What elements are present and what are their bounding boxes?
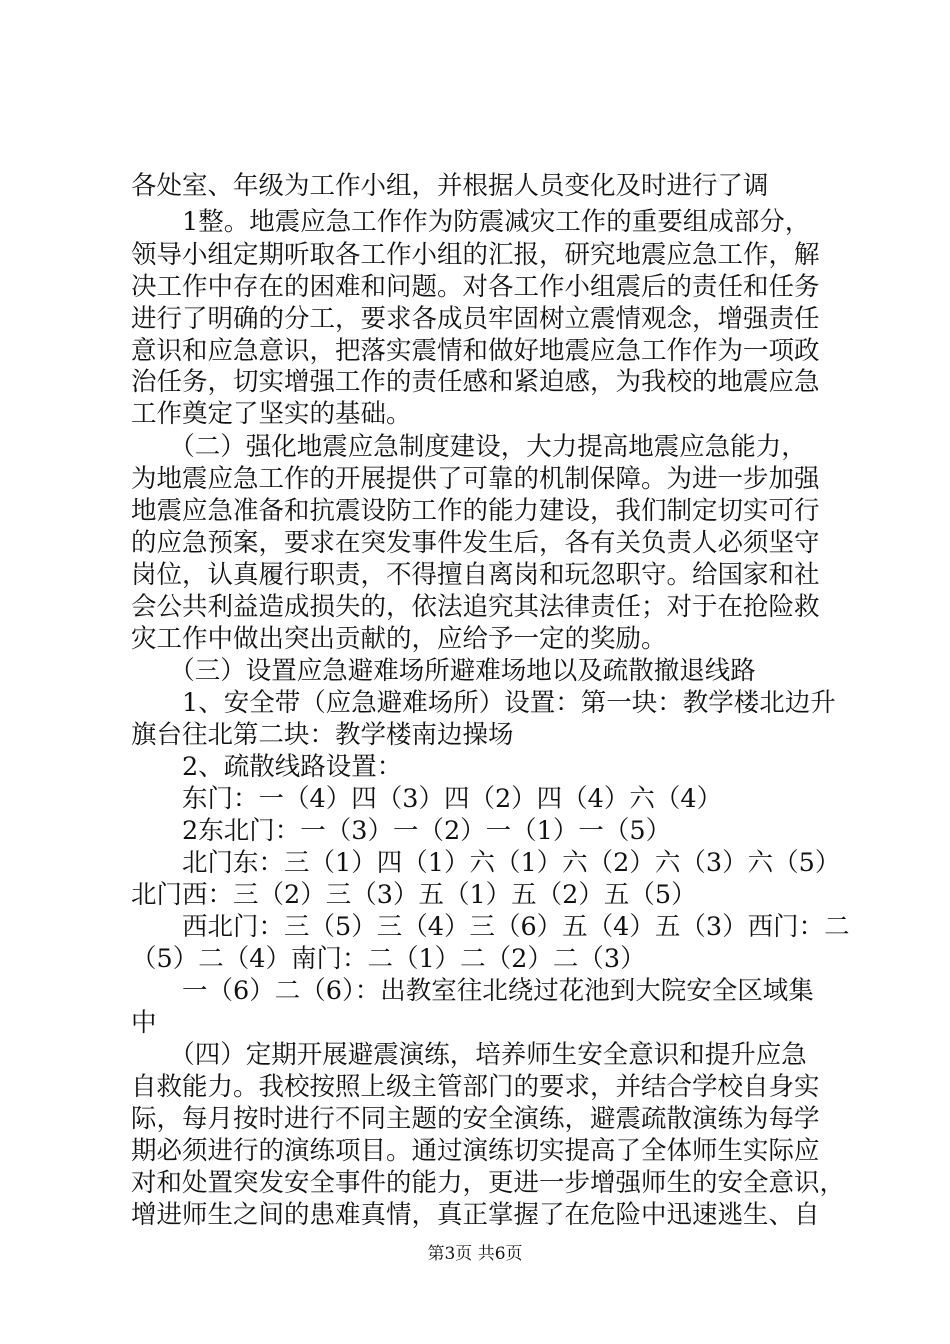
- text-line: 一（6）二（6）：出教室往北绕过花池到大院安全区域集: [131, 976, 814, 1006]
- text-line: 的应急预案，要求在突发事件发生后，各有关负责人必须坚守: [131, 528, 820, 558]
- text-line: （三）设置应急避难场所避难场地以及疏散撤退线路: [131, 656, 756, 686]
- text-line: 增进师生之间的患难真情，真正掌握了在危险中迅速逃生、自: [131, 1200, 820, 1230]
- text-line: 中: [131, 1008, 157, 1038]
- text-line: 自救能力。我校按照上级主管部门的要求，并结合学校自身实: [131, 1072, 820, 1102]
- text-line: 为地震应急工作的开展提供了可靠的机制保障。为进一步加强: [131, 464, 820, 494]
- text-line: 灾工作中做出突出贡献的，应给予一定的奖励。: [131, 624, 667, 654]
- text-line: 1整。地震应急工作作为防震减灾工作的重要组成部分，: [131, 207, 811, 237]
- text-line: 工作奠定了坚实的基础。: [131, 399, 412, 429]
- text-line: 2东北门：一（3）一（2）一（1）一（5）: [131, 816, 672, 846]
- text-line: 西北门：三（5）三（4）三（6）五（4）五（3）西门：二: [131, 912, 850, 942]
- text-line: 1、安全带（应急避难场所）设置：第一块：教学楼北边升: [131, 688, 836, 718]
- text-line: 北门东：三（1）四（1）六（1）六（2）六（3）六（5）: [131, 848, 841, 878]
- text-line: 进行了明确的分工，要求各成员牢固树立震情观念，增强责任: [131, 304, 820, 334]
- text-line: 领导小组定期听取各工作小组的汇报，研究地震应急工作，解: [131, 240, 820, 270]
- text-line: 地震应急准备和抗震设防工作的能力建设，我们制定切实可行: [131, 496, 820, 526]
- text-line: 各处室、年级为工作小组，并根据人员变化及时进行了调: [131, 171, 769, 201]
- page-footer: 第3页 共6页: [427, 1244, 523, 1264]
- text-line: 旗台往北第二块：教学楼南边操场: [131, 720, 514, 750]
- text-line: 际，每月按时进行不同主题的安全演练，避震疏散演练为每学: [131, 1104, 820, 1134]
- text-line: 对和处置突发安全事件的能力，更进一步增强师生的安全意识，: [131, 1168, 846, 1198]
- text-line: 2、疏散线路设置：: [131, 752, 403, 782]
- text-line: 决工作中存在的困难和问题。对各工作小组震后的责任和任务: [131, 272, 820, 302]
- text-line: 岗位，认真履行职责，不得擅自离岗和玩忽职守。给国家和社: [131, 560, 820, 590]
- text-line: 治任务，切实增强工作的责任感和紧迫感，为我校的地震应急: [131, 367, 820, 397]
- text-line: （二）强化地震应急制度建设，大力提高地震应急能力，: [131, 432, 807, 462]
- text-line: （5）二（4）南门：二（1）二（2）二（3）: [131, 944, 646, 974]
- text-line: （四）定期开展避震演练，培养师生安全意识和提升应急: [131, 1040, 807, 1070]
- text-line: 北门西：三（2）三（3）五（1）五（2）五（5）: [131, 880, 697, 910]
- text-line: 东门：一（4）四（3）四（2）四（4）六（4）: [131, 784, 723, 814]
- text-line: 期必须进行的演练项目。通过演练切实提高了全体师生实际应: [131, 1136, 820, 1166]
- text-line: 会公共利益造成损失的，依法追究其法律责任；对于在抢险救: [131, 592, 820, 622]
- text-line: 意识和应急意识，把落实震情和做好地震应急工作作为一项政: [131, 336, 820, 366]
